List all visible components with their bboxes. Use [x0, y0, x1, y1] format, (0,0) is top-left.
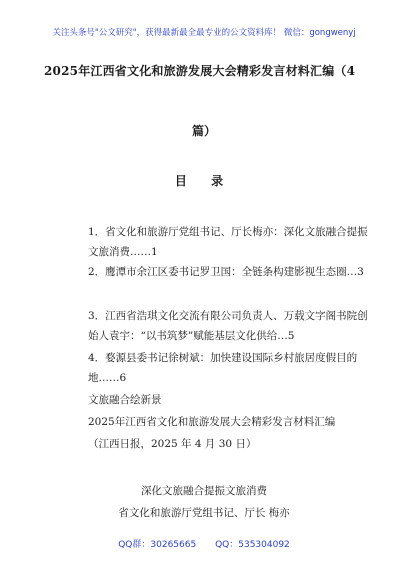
document-title: 2025年江西省文化和旅游发展大会精彩发言材料汇编（4 [44, 64, 356, 78]
document-title-continued: 篇） [191, 124, 216, 138]
toc-item-2[interactable]: 2．鹰潭市余江区委书记罗卫国：全链条构建影视生态圈…3 [88, 266, 364, 278]
toc-heading: 目 录 [174, 174, 234, 188]
toc-item-1[interactable]: 1．省文化和旅游厅党组书记、厅长梅亦：深化文旅融合提振文旅消费……1 [88, 226, 368, 258]
header-note: 关注头条号"公文研究"，获得最新最全最专业的公文资料库！ 微信：gongwenyj [52, 28, 356, 38]
source-title: 2025年江西省文化和旅游发展大会精彩发言材料汇编 [88, 416, 336, 428]
qq-text: QQ：535304092 [215, 540, 290, 550]
toc-item-3[interactable]: 3．江西省浩琪文化交流有限公司负责人、万载文字阁书院创始人袁宇：“以书筑梦”赋能基层文化供给…5 [88, 310, 368, 342]
section-author: 省文化和旅游厅党组书记、厅长 梅亦 [118, 507, 290, 519]
section-title: 深化文旅融合提振文旅消费 [141, 485, 267, 497]
qq-group-text: QQ群：30265665 [118, 540, 197, 550]
sub-heading: 文旅融合绘新景 [88, 394, 162, 406]
toc-item-4[interactable]: 4．婺源县委书记徐树斌：加快建设国际乡村旅居度假目的地……6 [88, 352, 358, 384]
footer-contact [0, 537, 408, 550]
source-date: （江西日报，2025 年 4 月 30 日） [88, 438, 257, 450]
